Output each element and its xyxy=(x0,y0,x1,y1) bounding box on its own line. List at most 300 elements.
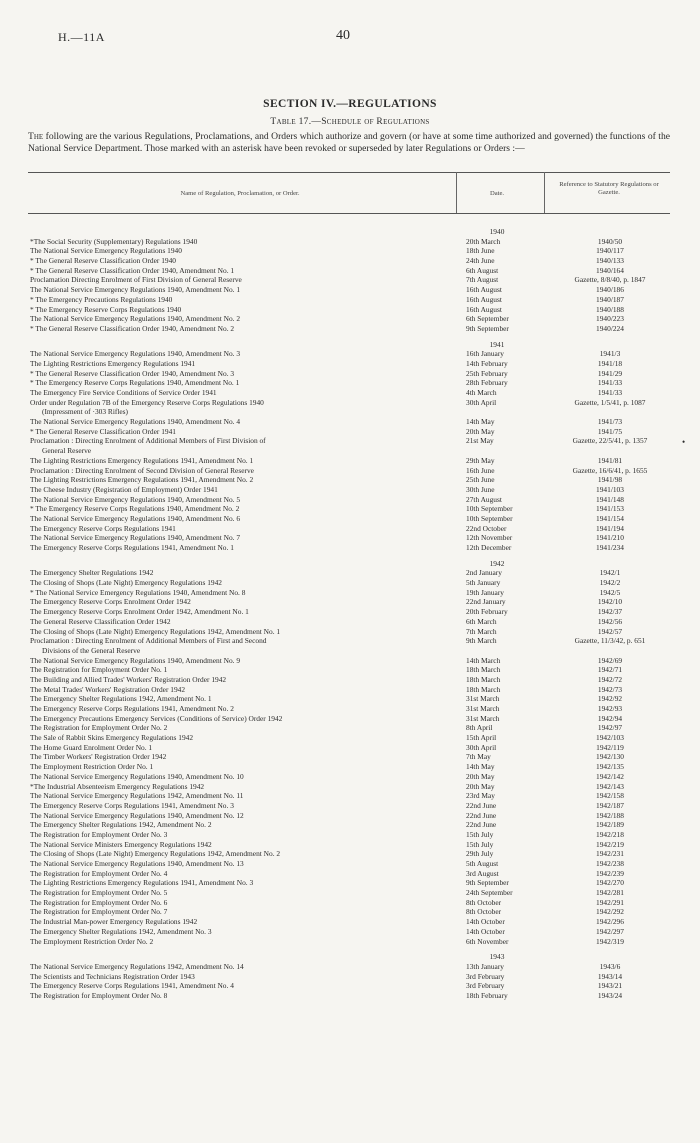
table-row xyxy=(28,504,670,514)
table-row xyxy=(28,446,670,456)
table-row xyxy=(28,485,670,495)
regulation-reference: 1942/119 xyxy=(596,742,624,752)
table-row xyxy=(28,972,670,982)
regulation-date: 18th June xyxy=(466,246,495,256)
regulation-name: The National Service Emergency Regulations 1940, Amendment No. 5 xyxy=(30,494,241,504)
regulation-reference: Gazette, 8/8/40, p. 1847 xyxy=(574,275,646,285)
regulation-reference: 1943/24 xyxy=(597,990,623,1000)
regulation-reference: 1942/158 xyxy=(596,791,624,801)
table-row xyxy=(28,752,670,762)
regulation-reference: 1942/238 xyxy=(596,859,624,868)
year-heading xyxy=(28,952,670,962)
regulation-name: * The Emergency Reserve Corps Regulations 1940, Amendment No. 1 xyxy=(30,378,240,388)
table-row xyxy=(28,627,670,637)
regulation-name: Proclamation : Directing Enrolment of Additional Members of First and Second xyxy=(30,636,267,646)
regulation-name: The National Service Emergency Regulations 1940, Amendment No. 2 xyxy=(30,314,241,324)
regulation-name: The Emergency Shelter Regulations 1942, Amendment No. 2 xyxy=(30,820,212,830)
regulation-reference: 1941/98 xyxy=(597,475,623,485)
regulation-reference: 1942/69 xyxy=(597,655,623,665)
regulation-date: 14th October xyxy=(466,926,505,936)
regulation-name: The Emergency Reserve Corps Regulations 1941 xyxy=(30,523,176,533)
regulation-date: 15th July xyxy=(466,829,494,839)
regulation-reference: 1942/5 xyxy=(599,587,621,597)
regulation-date: 10th September xyxy=(466,513,513,523)
table-row xyxy=(28,456,670,466)
regulation-date: 12th November xyxy=(466,533,513,543)
regulation-name: The Employment Restriction Order No. 2 xyxy=(30,936,154,946)
table-row xyxy=(28,869,670,879)
regulation-name: The Employment Restriction Order No. 1 xyxy=(30,762,154,772)
table-row xyxy=(28,378,670,388)
table-row xyxy=(28,398,670,408)
regulation-reference: 1942/2 xyxy=(599,578,621,588)
regulation-name: The Registration for Employment Order No. 1 xyxy=(30,665,168,675)
table-row xyxy=(28,275,670,285)
regulation-reference: 1942/281 xyxy=(596,888,624,898)
regulation-date: 14th May xyxy=(466,417,495,427)
regulation-reference: 1942/219 xyxy=(596,839,624,849)
table-row xyxy=(28,417,670,427)
regulation-reference: 1941/103 xyxy=(596,484,624,494)
regulation-reference: 1941/81 xyxy=(597,455,623,465)
running-head: H.—11A xyxy=(58,30,105,44)
regulation-name: The Building and Allied Trades' Workers' Registration Order 1942 xyxy=(30,674,227,684)
table-row xyxy=(28,840,670,850)
regulation-date: 20th May xyxy=(466,771,495,781)
regulation-name: The National Service Emergency Regulations 1942, Amendment No. 14 xyxy=(30,961,244,971)
regulation-name: The Registration for Employment Order No. 7 xyxy=(30,907,168,917)
year-label: 1940 xyxy=(489,227,505,236)
regulation-reference: Gazette, 1/5/41, p. 1087 xyxy=(574,397,646,407)
regulation-name: The Emergency Precautions Emergency Services (Conditions of Service) Order 1942 xyxy=(30,713,283,723)
regulation-reference: 1940/224 xyxy=(596,323,624,333)
regulation-date: 30th June xyxy=(466,484,495,494)
regulation-name: The National Service Emergency Regulations 1940 xyxy=(30,246,182,256)
regulation-reference: 1942/94 xyxy=(597,713,623,723)
regulation-date: 8th April xyxy=(466,723,493,733)
regulation-name: * The Emergency Reserve Corps Regulations 1940, Amendment No. 2 xyxy=(30,504,240,514)
table-row xyxy=(28,578,670,588)
regulation-reference: 1940/187 xyxy=(596,294,624,304)
table-row xyxy=(28,588,670,598)
table-row xyxy=(28,314,670,324)
header-bottom-rule xyxy=(28,213,670,214)
regulation-reference: 1942/188 xyxy=(596,810,624,820)
regulation-date: 2nd January xyxy=(466,568,502,578)
regulation-name: The National Service Emergency Regulations 1940, Amendment No. 10 xyxy=(30,771,244,781)
regulation-name: The Emergency Reserve Corps Regulations 1941, Amendment No. 2 xyxy=(30,704,234,713)
table-row xyxy=(28,266,670,276)
table-row xyxy=(28,656,670,666)
regulation-name: The Emergency Reserve Corps Regulations 1941, Amendment No. 4 xyxy=(30,981,234,991)
regulation-name: The Sale of Rabbit Skins Emergency Regulations 1942 xyxy=(30,733,194,743)
regulation-date: 7th August xyxy=(466,275,499,285)
regulation-name: Proclamation : Directing Enrolment of Additional Members of First Division of xyxy=(30,436,266,446)
regulation-date: 5th January xyxy=(466,578,501,588)
table-row xyxy=(28,801,670,811)
regulation-reference: 1942/71 xyxy=(597,665,623,675)
regulation-name: The National Service Emergency Regulations 1940, Amendment No. 12 xyxy=(30,810,244,820)
regulation-reference: 1942/130 xyxy=(596,752,624,762)
table-row xyxy=(28,369,670,379)
regulation-reference: 1942/231 xyxy=(596,849,624,859)
regulation-reference: 1942/239 xyxy=(596,868,624,878)
regulation-date: 18th March xyxy=(466,684,501,694)
regulation-reference: 1941/33 xyxy=(597,388,623,397)
regulation-name: The Registration for Employment Order No. 3 xyxy=(30,829,168,839)
regulation-date: 18th March xyxy=(466,665,501,675)
regulation-name: The National Service Emergency Regulations 1942, Amendment No. 11 xyxy=(30,791,244,801)
table-row xyxy=(28,617,670,627)
regulation-date: 30th April xyxy=(466,742,497,752)
regulation-date: 6th November xyxy=(466,936,509,946)
regulation-date: 29th July xyxy=(466,849,494,859)
regulation-date: 20th February xyxy=(466,607,508,617)
table-row xyxy=(28,256,670,266)
table-row xyxy=(28,427,670,437)
regulation-date: 13th January xyxy=(466,961,504,971)
regulation-date: 3rd February xyxy=(466,971,505,981)
table-row xyxy=(28,466,670,476)
regulation-date: 10th September xyxy=(466,504,513,514)
regulation-name: The Home Guard Enrolment Order No. 1 xyxy=(30,742,153,752)
regulations-table xyxy=(28,227,670,1001)
regulation-name: The Emergency Reserve Corps Regulations 1941, Amendment No. 1 xyxy=(30,543,234,552)
regulation-date: 24th September xyxy=(466,888,513,898)
intro-lead: The xyxy=(28,131,44,142)
table-row xyxy=(28,991,670,1001)
regulation-date: 25th February xyxy=(466,368,508,378)
regulation-reference: 1942/143 xyxy=(596,781,624,791)
regulation-date: 20th March xyxy=(466,236,501,246)
regulation-reference: 1942/37 xyxy=(597,607,623,617)
regulation-name: * The General Reserve Classification Order 1940, Amendment No. 1 xyxy=(30,265,235,275)
regulation-date: 28th February xyxy=(466,378,508,388)
column-header-date: Date. xyxy=(489,190,505,197)
regulation-reference: 1942/135 xyxy=(596,762,624,772)
regulation-date: 8th October xyxy=(466,897,502,907)
table-row xyxy=(28,324,670,334)
regulation-date: 29th May xyxy=(466,455,495,465)
regulation-date: 22nd October xyxy=(466,523,507,533)
regulation-reference: 1941/33 xyxy=(597,378,623,388)
regulation-date: 16th August xyxy=(466,285,502,295)
regulation-reference: 1942/73 xyxy=(597,684,623,694)
regulation-reference: 1942/93 xyxy=(597,704,623,713)
table-row xyxy=(28,305,670,315)
regulation-name: The Closing of Shops (Late Night) Emergency Regulations 1942, Amendment No. 2 xyxy=(30,849,281,859)
table-row xyxy=(28,543,670,553)
regulation-name: The Emergency Shelter Regulations 1942 xyxy=(30,568,154,578)
regulation-name: The National Service Emergency Regulations 1940, Amendment No. 7 xyxy=(30,533,241,543)
regulation-reference: 1940/186 xyxy=(596,285,624,295)
table-row xyxy=(28,791,670,801)
regulation-reference: 1942/218 xyxy=(596,829,624,839)
table-row xyxy=(28,568,670,578)
regulation-date: 12th December xyxy=(466,543,512,552)
regulation-date: 4th March xyxy=(466,388,497,397)
regulation-date: 15th April xyxy=(466,733,497,743)
year-label: 1941 xyxy=(489,339,505,349)
regulation-reference: 1941/29 xyxy=(597,368,623,378)
regulation-name: The Lighting Restrictions Emergency Regulations 1941, Amendment No. 2 xyxy=(30,475,254,485)
table-row xyxy=(28,636,670,646)
table-row xyxy=(28,723,670,733)
regulation-reference: 1942/270 xyxy=(596,878,624,888)
regulation-date: 6th March xyxy=(466,616,497,626)
regulation-name: * The General Reserve Classification Order 1940 xyxy=(30,256,176,266)
table-row xyxy=(28,743,670,753)
regulation-reference: 1941/154 xyxy=(596,513,624,523)
regulation-date: 9th September xyxy=(466,878,509,888)
regulation-name: The Registration for Employment Order No. 4 xyxy=(30,868,168,878)
regulation-name: The Emergency Shelter Regulations 1942, Amendment No. 3 xyxy=(30,926,212,936)
regulation-reference: 1942/72 xyxy=(597,674,623,684)
regulation-date: 3rd August xyxy=(466,868,499,878)
table-row xyxy=(28,675,670,685)
regulation-name: The Lighting Restrictions Emergency Regulations 1941, Amendment No. 3 xyxy=(30,878,254,888)
regulation-date: 30th April xyxy=(466,397,497,407)
regulation-date: 16th August xyxy=(466,304,502,314)
regulation-reference: 1943/21 xyxy=(597,981,623,991)
table-row xyxy=(28,811,670,821)
column-header-reference: Reference to Statutory Regulations or Gazette. xyxy=(559,181,659,196)
table-row xyxy=(28,524,670,534)
regulation-reference: 1942/57 xyxy=(597,626,623,636)
regulation-reference: 1942/189 xyxy=(596,820,624,830)
regulation-reference: 1941/234 xyxy=(596,543,624,552)
regulation-name: The Closing of Shops (Late Night) Emergency Regulations 1942, Amendment No. 1 xyxy=(30,626,281,636)
regulation-reference: 1942/56 xyxy=(597,616,623,626)
page-number: 40 xyxy=(336,28,350,43)
margin-mark: • xyxy=(682,437,686,447)
regulation-name: * The Emergency Precautions Regulations 1940 xyxy=(30,294,173,304)
regulation-name: Proclamation Directing Enrolment of First Division of General Reserve xyxy=(30,275,242,285)
regulation-date: 31st March xyxy=(466,704,500,713)
regulation-reference: 1942/103 xyxy=(596,733,624,743)
regulation-date: 21st May xyxy=(466,436,494,446)
table-row xyxy=(28,898,670,908)
table-row xyxy=(28,820,670,830)
table-row xyxy=(28,349,670,359)
regulation-reference: 1941/18 xyxy=(597,358,623,368)
table-row xyxy=(28,237,670,247)
regulation-date: 23rd May xyxy=(466,791,495,801)
table-row xyxy=(28,733,670,743)
regulation-name: The Emergency Reserve Corps Regulations 1941, Amendment No. 3 xyxy=(30,800,234,810)
regulation-date: 24th June xyxy=(466,256,495,266)
regulation-name: The Cheese Industry (Registration of Employment) Order 1941 xyxy=(30,484,218,494)
table-row xyxy=(28,646,670,656)
year-label: 1943 xyxy=(489,952,505,962)
regulation-reference: 1941/148 xyxy=(596,494,624,504)
table-row xyxy=(28,981,670,991)
regulation-name: The Emergency Reserve Corps Enrolment Order 1942 xyxy=(30,597,191,607)
regulation-reference: 1942/296 xyxy=(596,917,624,927)
regulation-reference: 1942/1 xyxy=(599,568,621,578)
regulation-date: 3rd February xyxy=(466,981,505,991)
regulation-date: 20th May xyxy=(466,781,495,791)
regulation-date: 14th February xyxy=(466,358,508,368)
table-row xyxy=(28,962,670,972)
year-label: 1942 xyxy=(489,558,505,568)
regulation-date: 19th January xyxy=(466,587,504,597)
regulation-name: The Emergency Reserve Corps Enrolment Order 1942, Amendment No. 1 xyxy=(30,607,249,617)
column-header-name: Name of Regulation, Proclamation, or Order. xyxy=(180,190,300,197)
table-row xyxy=(28,246,670,256)
regulation-date: 22nd June xyxy=(466,810,497,820)
column-divider-2 xyxy=(544,172,545,213)
regulation-name: Proclamation : Directing Enrolment of Second Division of General Reserve xyxy=(30,465,254,475)
regulation-name: The Lighting Restrictions Emergency Regulations 1941 xyxy=(30,358,196,368)
year-heading xyxy=(28,227,670,237)
regulation-reference: 1941/210 xyxy=(596,533,624,543)
regulation-name: The Closing of Shops (Late Night) Emergency Regulations 1942 xyxy=(30,578,222,588)
table-row xyxy=(28,917,670,927)
table-row xyxy=(28,436,670,446)
regulation-reference: 1942/292 xyxy=(596,907,624,917)
regulation-date: 6th August xyxy=(466,265,499,275)
regulation-name: * The Emergency Reserve Corps Regulations 1940 xyxy=(30,304,182,314)
regulation-name: The National Service Emergency Regulations 1940, Amendment No. 6 xyxy=(30,513,241,523)
regulation-name: The Scientists and Technicians Registration Order 1943 xyxy=(30,971,195,981)
regulation-name: The Registration for Employment Order No. 6 xyxy=(30,897,168,907)
regulation-reference: 1941/3 xyxy=(599,349,621,359)
regulation-reference: 1942/10 xyxy=(597,597,623,607)
table-row xyxy=(28,514,670,524)
regulation-name: * The General Reserve Classification Order 1940, Amendment No. 3 xyxy=(30,368,235,378)
regulation-name: (Impressment of ·303 Rifles) xyxy=(42,407,128,417)
table-row xyxy=(28,533,670,543)
regulation-name: The Timber Workers' Registration Order 1942 xyxy=(30,752,167,762)
regulation-name: The National Service Emergency Regulations 1940, Amendment No. 4 xyxy=(30,417,241,427)
table-row xyxy=(28,285,670,295)
table-row xyxy=(28,597,670,607)
regulation-name: The Metal Trades' Workers' Registration Order 1942 xyxy=(30,684,186,694)
table-row xyxy=(28,714,670,724)
regulation-date: 31st March xyxy=(466,713,500,723)
regulation-name: The Emergency Shelter Regulations 1942, Amendment No. 1 xyxy=(30,694,212,704)
regulation-reference: 1940/164 xyxy=(596,265,624,275)
table-row xyxy=(28,607,670,617)
regulation-name: The Registration for Employment Order No. 2 xyxy=(30,723,168,733)
regulation-name: The National Service Emergency Regulations 1940, Amendment No. 1 xyxy=(30,285,241,295)
regulation-date: 9th March xyxy=(466,636,497,646)
regulation-reference: 1943/14 xyxy=(597,971,623,981)
regulation-date: 14th March xyxy=(466,655,501,665)
table-row xyxy=(28,849,670,859)
regulation-date: 15th July xyxy=(466,839,494,849)
regulation-name: Order under Regulation 7B of the Emergency Reserve Corps Regulations 1940 xyxy=(30,397,264,407)
regulation-reference: 1943/6 xyxy=(599,961,621,971)
table-row xyxy=(28,685,670,695)
regulation-name: The Registration for Employment Order No. 8 xyxy=(30,990,168,1000)
regulation-reference: 1941/153 xyxy=(596,504,624,514)
table-row xyxy=(28,665,670,675)
column-divider-1 xyxy=(456,172,457,213)
intro-body: following are the various Regulations, Proclamations, and Orders which authorize and govern (or have at some time authorized and governed) the functions of the National Service Department. Those marked with an asterisk have been revoked or superseded by later Regulations or Orders :— xyxy=(28,131,670,155)
regulation-reference: 1941/194 xyxy=(596,523,624,533)
regulation-name: *The Industrial Absenteeism Emergency Regulations 1942 xyxy=(30,781,205,791)
table-row xyxy=(28,407,670,417)
section-title: SECTION IV.—REGULATIONS xyxy=(263,98,437,110)
table-row xyxy=(28,694,670,704)
table-top-rule xyxy=(28,172,670,173)
table-row xyxy=(28,762,670,772)
table-row xyxy=(28,878,670,888)
regulation-reference: Gazette, 22/5/41, p. 1357 xyxy=(572,436,648,446)
table-row xyxy=(28,888,670,898)
regulation-reference: 1940/50 xyxy=(597,236,623,246)
table-row xyxy=(28,927,670,937)
regulation-date: 16th June xyxy=(466,465,495,475)
year-heading xyxy=(28,559,670,569)
regulation-date: 7th May xyxy=(466,752,491,762)
table-title: Table 17.—Schedule of Regulations xyxy=(270,117,430,127)
regulation-name: The Industrial Man-power Emergency Regulations 1942 xyxy=(30,917,198,927)
regulation-reference: 1942/97 xyxy=(597,723,623,733)
regulation-reference: 1940/188 xyxy=(596,304,624,314)
regulation-date: 25th June xyxy=(466,475,495,485)
regulation-name: General Reserve xyxy=(42,446,92,456)
regulation-date: 9th September xyxy=(466,323,509,333)
regulation-date: 20th May xyxy=(466,426,495,436)
regulation-name: The Registration for Employment Order No. 5 xyxy=(30,888,168,898)
table-row xyxy=(28,295,670,305)
table-row xyxy=(28,772,670,782)
regulation-name: *The Social Security (Supplementary) Regulations 1940 xyxy=(30,236,198,246)
regulation-reference: 1942/319 xyxy=(596,936,624,946)
regulation-name: The General Reserve Classification Order 1942 xyxy=(30,616,171,626)
table-row xyxy=(28,704,670,714)
regulation-reference: 1942/297 xyxy=(596,926,624,936)
regulation-date: 6th September xyxy=(466,314,509,324)
regulation-date: 18th March xyxy=(466,674,501,684)
regulation-name: The National Service Emergency Regulations 1940, Amendment No. 9 xyxy=(30,655,241,665)
regulation-date: 31st March xyxy=(466,694,500,704)
regulation-name: * The National Service Emergency Regulations 1940, Amendment No. 8 xyxy=(30,587,246,597)
regulation-reference: 1941/73 xyxy=(597,417,623,427)
table-row xyxy=(28,475,670,485)
regulation-date: 8th October xyxy=(466,907,502,917)
table-row xyxy=(28,859,670,869)
table-row xyxy=(28,359,670,369)
regulation-reference: 1941/75 xyxy=(597,426,623,436)
regulation-reference: 1940/223 xyxy=(596,314,624,324)
regulation-date: 22nd June xyxy=(466,800,497,810)
regulation-date: 16th August xyxy=(466,294,502,304)
regulation-reference: 1942/187 xyxy=(596,800,624,810)
regulation-date: 7th March xyxy=(466,626,497,636)
regulation-date: 14th October xyxy=(466,917,505,927)
regulation-name: The National Service Ministers Emergency Regulations 1942 xyxy=(30,839,212,849)
table-row xyxy=(28,782,670,792)
regulation-name: The National Service Emergency Regulations 1940, Amendment No. 3 xyxy=(30,349,241,359)
table-row xyxy=(28,937,670,947)
regulation-name: The Emergency Fire Service Conditions of Service Order 1941 xyxy=(30,388,217,397)
table-row xyxy=(28,388,670,398)
regulation-reference: Gazette, 16/6/41, p. 1655 xyxy=(572,465,648,475)
regulation-date: 5th August xyxy=(466,859,499,868)
regulation-date: 14th May xyxy=(466,762,495,772)
regulation-name: The National Service Emergency Regulations 1940, Amendment No. 13 xyxy=(30,859,244,868)
regulation-reference: 1942/92 xyxy=(597,694,623,704)
regulation-date: 18th February xyxy=(466,990,508,1000)
regulation-reference: 1940/117 xyxy=(596,246,624,256)
regulation-reference: 1942/142 xyxy=(596,771,624,781)
regulation-date: 16th January xyxy=(466,349,504,359)
regulation-date: 22nd June xyxy=(466,820,497,830)
